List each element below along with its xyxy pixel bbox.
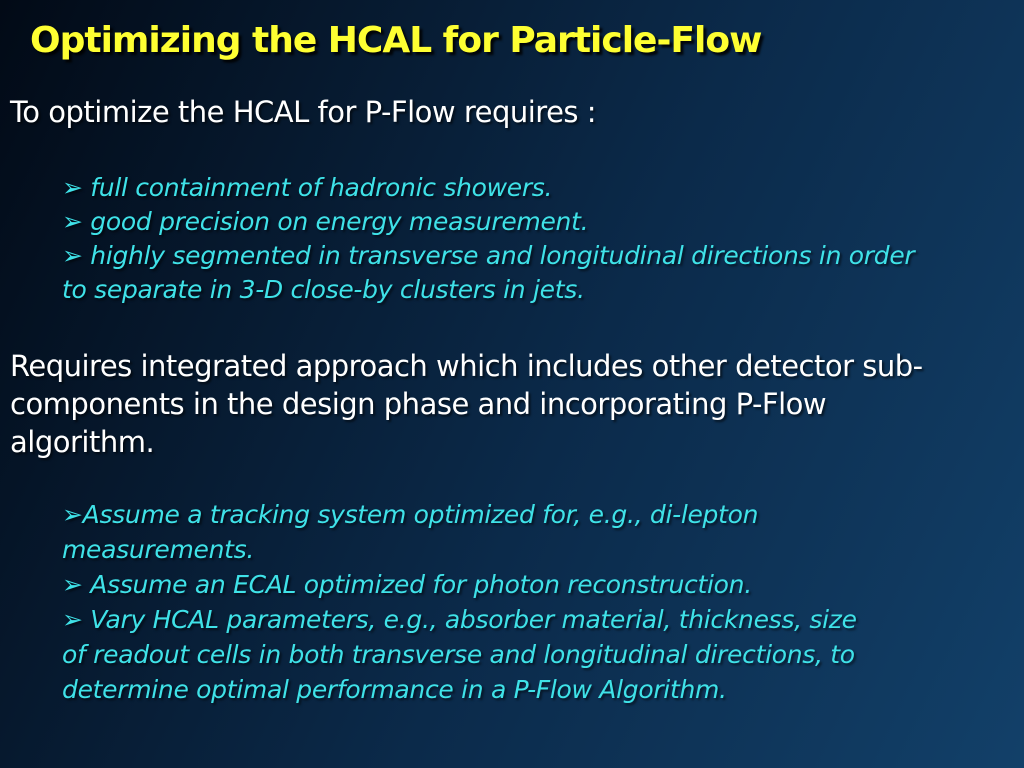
bullet-vary-hcal: ➢ Vary HCAL parameters, e.g., absorber material, thickness, size of readout cells in both transverse and longitudinal directions, to determine optimal performance in a P-Flow Algorithm. <box>62 605 857 704</box>
hcal-requirements-bullet-list <box>62 171 942 307</box>
intro-statement: To optimize the HCAL for P-Flow requires : <box>10 95 597 129</box>
bullet-assume-tracking: ➢Assume a tracking system optimized for, e.g., di-lepton measurements. <box>62 500 759 564</box>
integrated-approach-paragraph: Requires integrated approach which includes other detector sub-components in the design phase and incorporating P-Flow algorithm. <box>10 349 923 459</box>
bullet-full-containment: ➢ full containment of hadronic showers. <box>62 173 553 202</box>
bullet-good-precision: ➢ good precision on energy measurement. <box>62 207 589 236</box>
assumptions-bullet-list <box>62 497 874 707</box>
slide-title: Optimizing the HCAL for Particle-Flow <box>30 20 762 61</box>
bullet-assume-ecal: ➢ Assume an ECAL optimized for photon reconstruction. <box>62 570 752 599</box>
bullet-highly-segmented: ➢ highly segmented in transverse and longitudinal directions in order to separate in 3-D close-by clusters in jets. <box>62 241 915 304</box>
